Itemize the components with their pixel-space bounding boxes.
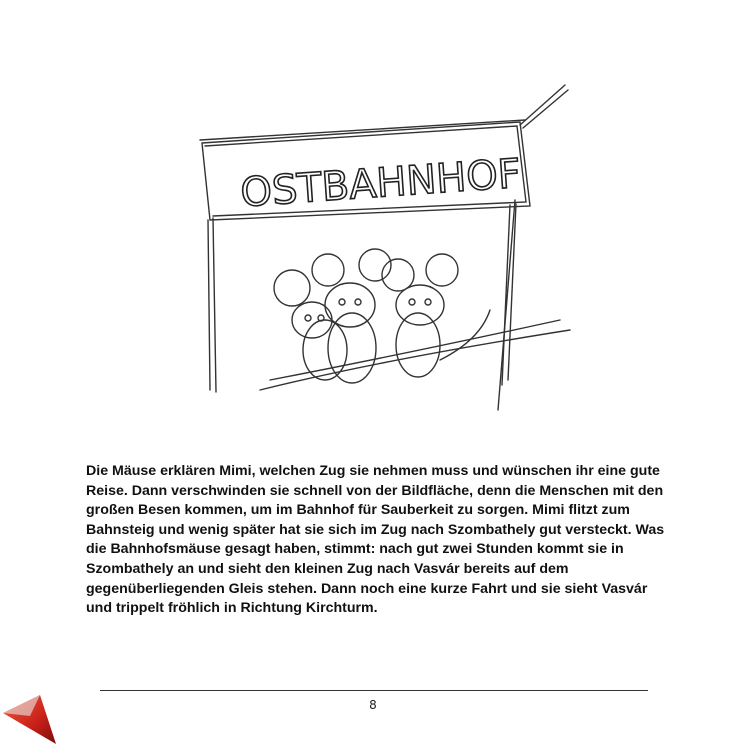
footer-divider: [100, 690, 648, 691]
station-sign-text: OSTBAHNHOF: [239, 150, 523, 217]
mice-sketch-svg: [180, 80, 580, 420]
page-curl-icon[interactable]: [0, 690, 60, 747]
station-illustration: [180, 80, 580, 420]
story-paragraph: Die Mäuse erklären Mimi, welchen Zug sie nehmen muss und wünschen ihr eine gute Reise. Dann verschwinden sie schnell von der Bildfläche, denn die Menschen mit den großen Besen kommen, um im Bahnhof für Sauberkeit zu sorgen. Mimi flitzt zum Bahnsteig und wenig später hat sie sich im Zug nach Szombathely gut versteckt. Was die Bahnhofsmäuse gesagt haben, stimmt: nach gut zwei Stunden kommt sie in Szombathely an und sieht den kleinen Zug nach Vasvár bereits auf dem gegenüberliegenden Gleis stehen. Dann noch eine kurze Fahrt und sie sieht Vasvár und trippelt fröhlich in Richtung Kirchturm.: [86, 463, 665, 617]
page-number: 8: [369, 698, 377, 712]
